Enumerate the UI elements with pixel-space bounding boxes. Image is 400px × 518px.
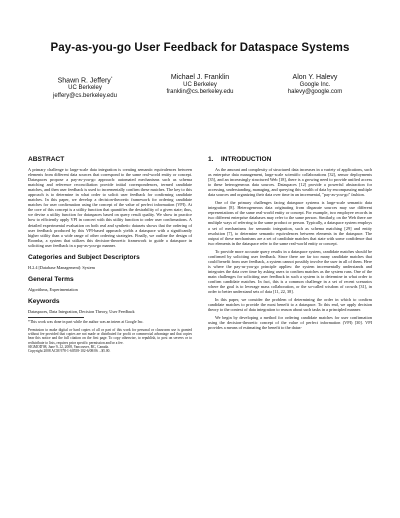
author-name: Alon Y. Halevy: [292, 74, 338, 81]
intro-paragraph-4: In this paper, we consider the problem of determining the order in which to confirm candidate matches to provide the most benefit to a dataspace. To this end, we apply decision theory to the context of data integration to reason about such tasks in a principled manner.: [208, 297, 372, 313]
keywords-heading: Keywords: [28, 297, 60, 305]
author-email: franklin@cs.berkeley.edu: [166, 89, 234, 96]
intro-paragraph-2: One of the primary challenges facing dataspace systems is large-scale semantic data integration [8]. Heterogeneous data originating from disparate sources may use different representations of the same real-world entity or concept. For example, two employee records in two different enterprise databases may refer to the same person. Similarly, on the Web there are multiple ways of referring to the same product or person. Typically, a dataspace system employs a set of mechanisms for semantic integration, such as schema matching [29] and entity resolution [7], to determine semantic equivalences between elements in the dataspace. The output of these mechanisms are a set of candidate matches that state with some confidence that two elements in the dataspace refer to the same real-world entity or concept.: [208, 200, 372, 246]
author-2: [143, 74, 257, 100]
intro-paragraph-3: To provide more accurate query results in a dataspace system, candidate matches should be confirmed by soliciting user feedback. Since there are far too many candidate matches that could benefit from user feedback, a system cannot possibly involve the user in all of them. Here is where the pay-as-you-go principle applies: the system incrementally understands and integrates the data over time by asking users to confirm matches as the system runs. One of the main challenges for soliciting user feedback in such a system is to determine in what order to confirm candidate matches. In fact, this is a common challenge in a set of recent scenarios where the goal is to leverage mass collaboration, or the so-called wisdom of crowds [31], in order to better understand sets of data [11, 22, 38].: [208, 248, 372, 295]
right-column: [208, 156, 372, 333]
left-column: [28, 156, 192, 354]
author-block: [28, 74, 372, 100]
footnote-divider: [28, 317, 84, 318]
paper-title: Pay-as-you-go User Feedback for Dataspace Systems: [50, 42, 350, 54]
intro-paragraph-5: We begin by developing a method for ordering candidate matches for user confirmation using the decision-theoretic concept of the value of perfect information (VPI) [30]. VPI provides a means of estimating the benefit to the datas-: [208, 315, 372, 331]
author-1: [28, 74, 142, 100]
author-name: Michael J. Franklin: [170, 74, 230, 81]
permission-text: Permission to make digital or hard copies of all or part of this work for personal or classroom use is granted without fee provided that copies are not made or distributed for profit or commercial advantage and that copies bear this notice and the full citation on the first page. To copy otherwise, to republish, to post on servers or to redistribute to lists, requires prior specific permission and/or a fee.: [28, 327, 192, 345]
abstract-text: A primary challenge to large-scale data integration is creating semantic equivalences between elements from different data sources that correspond to the same real-world entity or concept. Dataspaces propose a pay-as-you-go approach: automated mechanisms such as schema matching and reference reconciliation provide initial correspondences, termed candidate matches, and then user feedback is used to incrementally confirm these matches. The key to this approach is to determine in what order to solicit user feedback for confirming candidate matches. In this paper, we develop a decision-theoretic framework for ordering candidate matches for user confirmation using the concept of the value of perfect information (VPI). At the core of this concept is a utility function that quantifies the desirability of a given state; thus, we devise a utility function for dataspaces based on query result quality. We show in practice how to efficiently apply VPI in concert with this utility function to order user confirmations. A detailed experimental evaluation on both real and synthetic datasets shows that the ordering of user feedback produced by this VPI-based approach yields a dataspace with a significantly higher utility than a wide range of other ordering strategies. Finally, we outline the design of Roomba, a system that utilizes this decision-theoretic framework to guide a dataspace in soliciting user feedback in a pay-as-you-go manner.: [28, 167, 192, 248]
keywords-text: Dataspaces, Data Integration, Decision Theory, User Feedback: [28, 308, 135, 314]
categories-text: H.2.4 [Database Management]: System: [28, 264, 95, 270]
general-terms-heading: General Terms: [28, 275, 74, 283]
author-footnote: *This work was done in part while the author was an intern at Google Inc.: [28, 319, 144, 324]
general-terms-text: Algorithms, Experimentation: [28, 286, 78, 292]
venue-line: SIGMOD'08, June 9–12, 2008, Vancouver, BC, Canada.: [28, 344, 109, 349]
author-name: Shawn R. Jeffery: [57, 77, 111, 85]
permission-notice: [28, 328, 192, 354]
author-affiliation: Google Inc.: [299, 81, 331, 88]
copyright-line: Copyright 2008 ACM 978-1-60558-102-6/08/06 ...$5.00.: [28, 349, 111, 354]
author-footnote-mark: *: [110, 75, 113, 80]
introduction-heading: 1. INTRODUCTION: [208, 156, 272, 163]
categories-heading: Categories and Subject Descriptors: [28, 253, 140, 261]
intro-paragraph-1: As the amount and complexity of structured data increases in a variety of applications, such as enterprise data management, large-scale scientific collaborations [32], sensor deployments [35], and an increasingly structured Web [18], there is a growing need to provide unified access to these heterogeneous data sources. Dataspaces [12] provide a powerful abstraction for accessing, understanding, managing, and querying this wealth of data by encompassing multiple data sources and organizing their data over time in an incremental, "pay-as-you-go" fashion.: [208, 167, 372, 198]
author-affiliation: UC Berkeley: [183, 81, 217, 88]
author-email: halevy@google.com: [287, 89, 343, 96]
keywords-section: [28, 298, 192, 314]
author-affiliation: UC Berkeley: [68, 84, 102, 91]
author-email: jeffery@cs.berkeley.edu: [53, 92, 117, 99]
abstract-heading: ABSTRACT: [28, 156, 65, 163]
author-3: [258, 74, 372, 100]
